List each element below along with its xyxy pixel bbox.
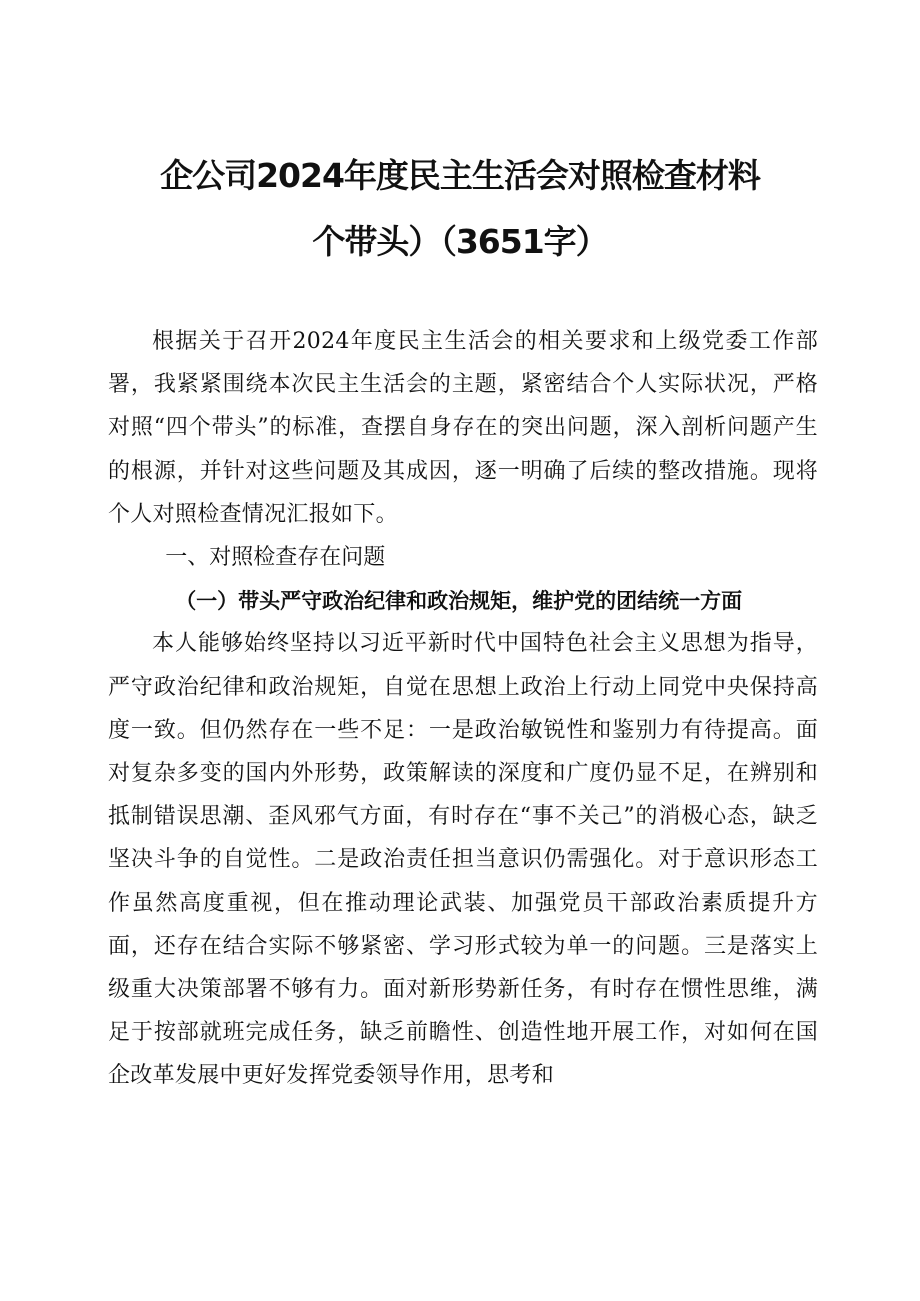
document-body bbox=[108, 320, 818, 1098]
section-heading-1: 一、对照检查存在问题 bbox=[165, 545, 386, 571]
title-line-1: 企公司2024年度民主生活会对照检查材料 bbox=[160, 156, 760, 195]
intro-paragraph: 根据关于召开2024年度民主生活会的相关要求和上级党委工作部署，我紧紧围绕本次民主生活会的主题，紧密结合个人实际状况，严格对照“四个带头”的标准，查摆自身存在的突出问题，深入剖析问题产生的根源，并针对这些问题及其成因，逐一明确了后续的整改措施。现将个人对照检查情况汇报如下。 bbox=[108, 329, 818, 527]
title-line-2: 个带头）（3651字） bbox=[312, 222, 608, 261]
subsection-heading-1: （一）带头严守政治纪律和政治规矩，维护党的团结统一方面 bbox=[175, 588, 743, 614]
subsection-1-paragraph: 本人能够始终坚持以习近平新时代中国特色社会主义思想为指导，严守政治纪律和政治规矩，自觉在思想上政治上行动上同党中央保持高度一致。但仍然存在一些不足：一是政治敏锐性和鉴别力有待提高。面对复杂多变的国内外形势，政策解读的深度和广度仍显不足，在辨别和抵制错误思潮、歪风邪气方面，有时存在“事不关己”的消极心态，缺乏坚决斗争的自觉性。二是政治责任担当意识仍需强化。对于意识形态工作虽然高度重视，但在推动理论武装、加强党员干部政治素质提升方面，还存在结合实际不够紧密、学习形式较为单一的问题。三是落实上级重大决策部署不够有力。面对新形势新任务，有时存在惯性思维，满足于按部就班完成任务，缺乏前瞻性、创造性地开展工作，对如何在国企改革发展中更好发挥党委领导作用，思考和 bbox=[108, 631, 818, 1089]
document-title bbox=[0, 143, 920, 275]
